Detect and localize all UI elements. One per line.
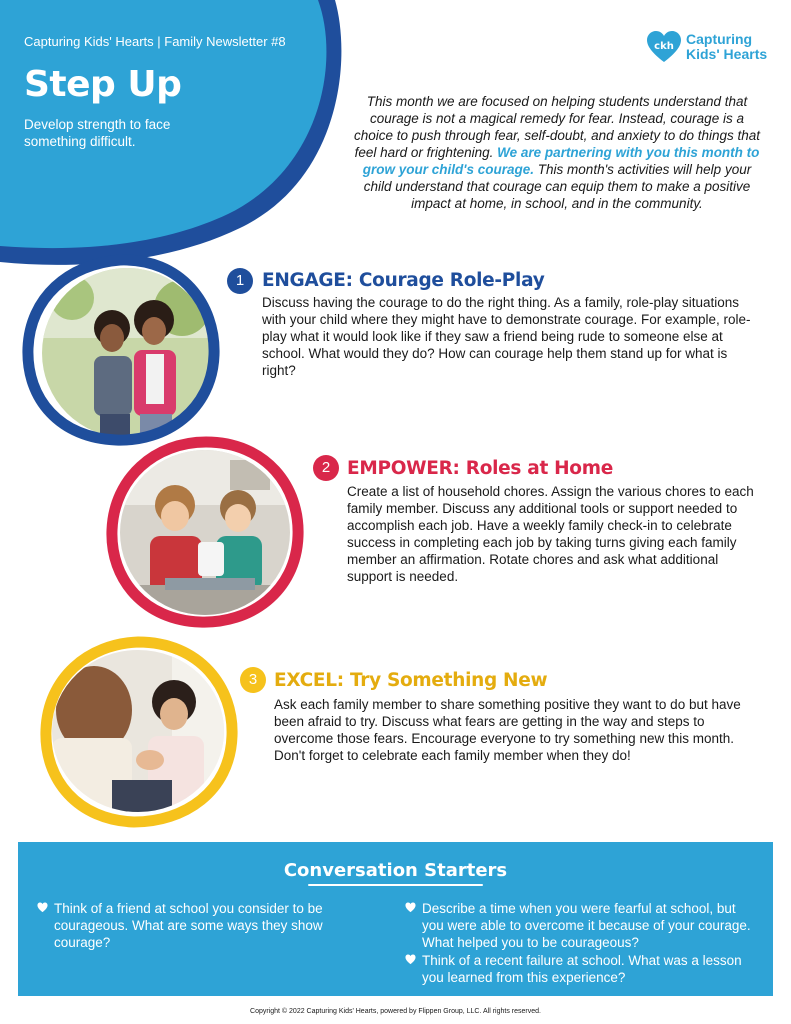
- intro-highlight: We are partnering with you this month to grow your child's courage.: [362, 145, 760, 177]
- logo-line-2: Kids' Hearts: [686, 46, 768, 62]
- logo-line-1: Capturing: [686, 31, 753, 47]
- newsletter-kicker: Capturing Kids' Hearts | Family Newsletter #8: [24, 34, 286, 49]
- conversation-starter-item: [422, 952, 757, 986]
- heart-bullet-icon: [405, 902, 416, 913]
- conversation-starters-panel: [18, 842, 773, 996]
- conversation-starter-text: Describe a time when you were fearful at school, but you were able to overcome it because of your courage. What helped you to be courageous?: [422, 901, 751, 950]
- heart-bullet-icon: [37, 902, 48, 913]
- conversation-starter-item: [422, 900, 757, 951]
- brand-logo: [646, 30, 776, 66]
- intro-paragraph: [352, 93, 762, 212]
- section-2-body: Create a list of household chores. Assign the various chores to each family member. Discuss any additional tools or support needed to accomplish each job. Have a weekly family check-in to celebrate success in completing each job by taking turns giving each family member an affirmation. Rotate chores and ask what additional support is needed.: [347, 484, 754, 584]
- section-2-ring: [100, 432, 310, 632]
- section-3-body: Ask each family member to share something positive they want to do but have been afraid to try. Discuss what fears are getting in the way and steps to overcome those fears. Encourage everyone to try something new this month. Don't forget to celebrate each family member when they do!: [274, 697, 741, 763]
- intro-text-before: This month we are focused on helping students understand that courage is not a magical remedy for fear. Instead, courage is a choice to push through fear, self-doubt, and anxiety to do things that feel hard or frightening.: [353, 94, 761, 160]
- section-1-body: Discuss having the courage to do the right thing. As a family, role-play situations with your child where they might have to demonstrate courage. For example, role-play what it would look like if they saw a friend being rude to someone else at school. What would they do? How can courage help them stand up for what is right?: [262, 295, 751, 378]
- intro-text-after: This month's activities will help your child understand that courage can equip them to make a positive impact at home, in school, and in the community.: [363, 162, 752, 211]
- svg-text:ckh: ckh: [654, 41, 674, 52]
- conversation-starter-text: Think of a recent failure at school. What was a lesson you learned from this experience?: [422, 953, 742, 985]
- section-1-ring: [16, 250, 226, 450]
- section-2-title: EMPOWER: Roles at Home: [347, 458, 613, 479]
- heart-logo-icon: [646, 30, 682, 64]
- conversation-starter-text: Think of a friend at school you consider to be courageous. What are some ways they show courage?: [54, 901, 323, 950]
- conversation-starter-item: [54, 900, 364, 951]
- conversation-title-underline: [308, 884, 483, 886]
- section-1-title: ENGAGE: Courage Role-Play: [262, 270, 545, 291]
- section-3-number-badge: 3: [240, 667, 266, 693]
- section-3-ring: [34, 632, 244, 832]
- page-title: Step Up: [24, 64, 182, 105]
- page-subtitle: Develop strength to face something difficult.: [24, 117, 171, 149]
- section-1-number-badge: 1: [227, 268, 253, 294]
- section-3-title: EXCEL: Try Something New: [274, 670, 548, 691]
- heart-bullet-icon: [405, 954, 416, 965]
- section-2-number-badge: 2: [313, 455, 339, 481]
- conversation-starters-title: Conversation Starters: [283, 860, 508, 881]
- copyright-footer: Copyright © 2022 Capturing Kids' Hearts, powered by Flippen Group, LLC. All rights reserved.: [250, 1008, 541, 1015]
